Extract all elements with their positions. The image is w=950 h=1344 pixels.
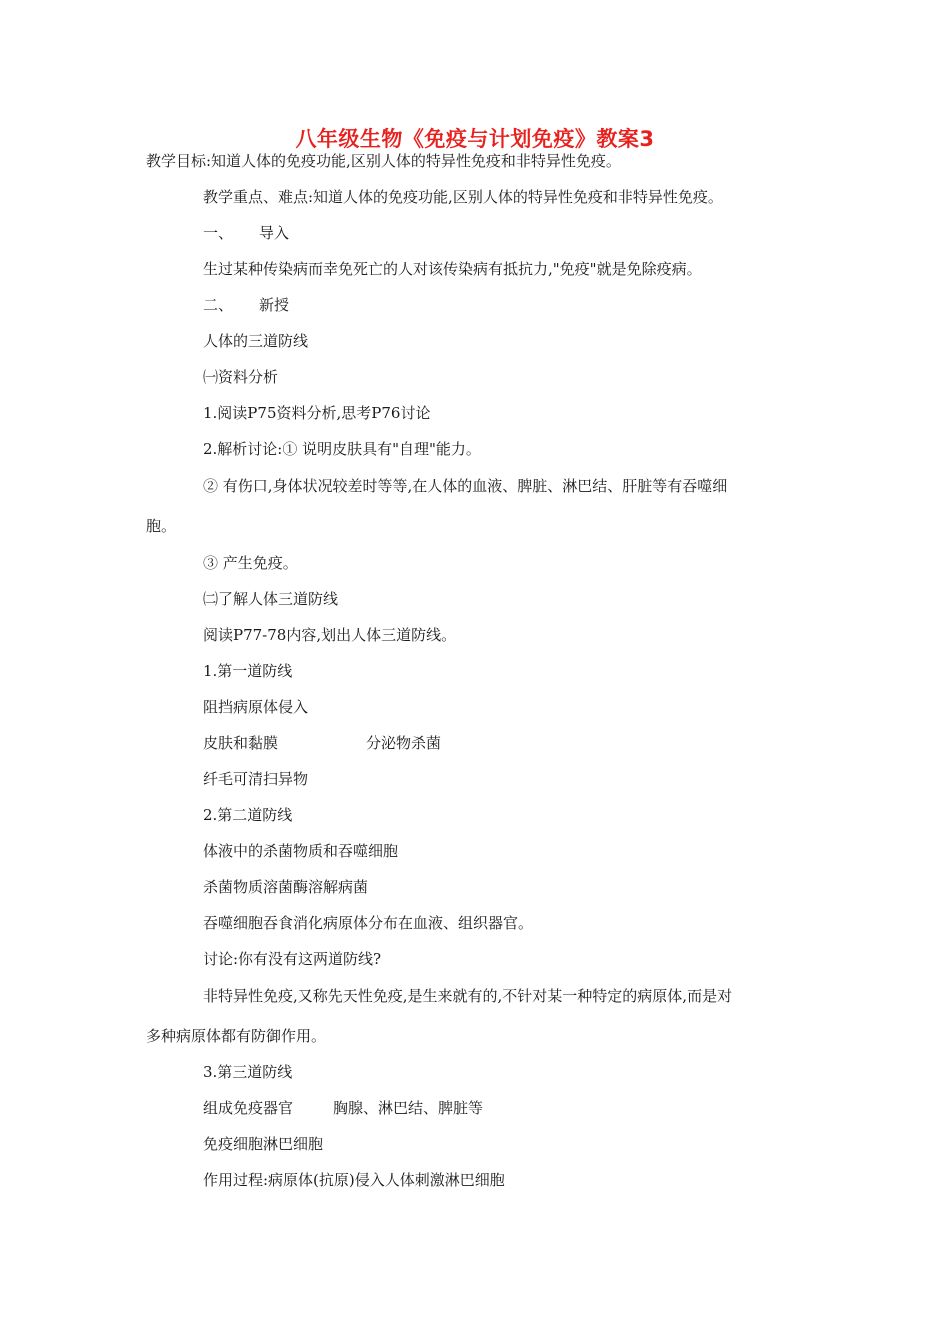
section-two-number: 二、 [203, 296, 234, 314]
discussion-point-2-continued: 胞。 [146, 517, 177, 535]
subsection-three-lines: ㈡了解人体三道防线 [203, 590, 339, 608]
third-line-organs-row [203, 1098, 483, 1118]
section-one-number: 一、 [203, 224, 234, 242]
teaching-goal: 教学目标:知道人体的免疫功能,区别人体的特异性免疫和非特异性免疫。 [146, 152, 621, 170]
document-title: 八年级生物《免疫与计划免疫》教案3 [295, 127, 655, 151]
read-instruction-1: 1.阅读P75资料分析,思考P76讨论 [203, 404, 431, 422]
teaching-key-points: 教学重点、难点:知道人体的免疫功能,区别人体的特异性免疫和非特异性免疫。 [203, 188, 723, 206]
section-one-title: 导入 [259, 224, 290, 242]
subsection-material-analysis: ㈠资料分析 [203, 368, 279, 386]
first-line-heading: 1.第一道防线 [203, 662, 293, 680]
skin-mucosa: 皮肤和黏膜 [203, 734, 279, 752]
discussion-point-1: 2.解析讨论:① 说明皮肤具有"自理"能力。 [203, 440, 481, 458]
organ-list: 胸腺、淋巴结、脾脏等 [333, 1099, 484, 1117]
section-two-heading [203, 295, 289, 315]
read-instruction-2: 阅读P77-78内容,划出人体三道防线。 [203, 626, 457, 644]
nonspecific-immunity-continued: 多种病原体都有防御作用。 [146, 1027, 327, 1045]
action-process: 作用过程:病原体(抗原)侵入人体刺激淋巴细胞 [203, 1171, 505, 1189]
first-line-skin-row [203, 733, 441, 753]
section-two-title: 新授 [259, 296, 290, 314]
discussion-question: 讨论:你有没有这两道防线? [203, 950, 382, 968]
discussion-point-3: ③ 产生免疫。 [203, 554, 298, 572]
second-line-fluid: 体液中的杀菌物质和吞噬细胞 [203, 842, 399, 860]
section-one-heading [203, 223, 289, 243]
intro-paragraph: 生过某种传染病而幸免死亡的人对该传染病有抵抗力,"免疫"就是免除疫病。 [203, 260, 702, 278]
secretion-sterilize: 分泌物杀菌 [366, 734, 442, 752]
second-line-lysozyme: 杀菌物质溶菌酶溶解病菌 [203, 878, 369, 896]
immune-cells: 免疫细胞淋巴细胞 [203, 1135, 324, 1153]
three-lines-heading: 人体的三道防线 [203, 332, 309, 350]
nonspecific-immunity: 非特异性免疫,又称先天性免疫,是生来就有的,不针对某一种特定的病原体,而是对 [203, 987, 733, 1005]
discussion-point-2: ② 有伤口,身体状况较差时等等,在人体的血液、脾脏、淋巴结、肝脏等有吞噬细 [203, 477, 728, 495]
immune-organs: 组成免疫器官 [203, 1099, 294, 1117]
second-line-heading: 2.第二道防线 [203, 806, 293, 824]
first-line-cilia: 纤毛可清扫异物 [203, 770, 309, 788]
third-line-heading: 3.第三道防线 [203, 1063, 293, 1081]
first-line-block: 阻挡病原体侵入 [203, 698, 309, 716]
second-line-phagocyte: 吞噬细胞吞食消化病原体分布在血液、组织器官。 [203, 914, 534, 932]
